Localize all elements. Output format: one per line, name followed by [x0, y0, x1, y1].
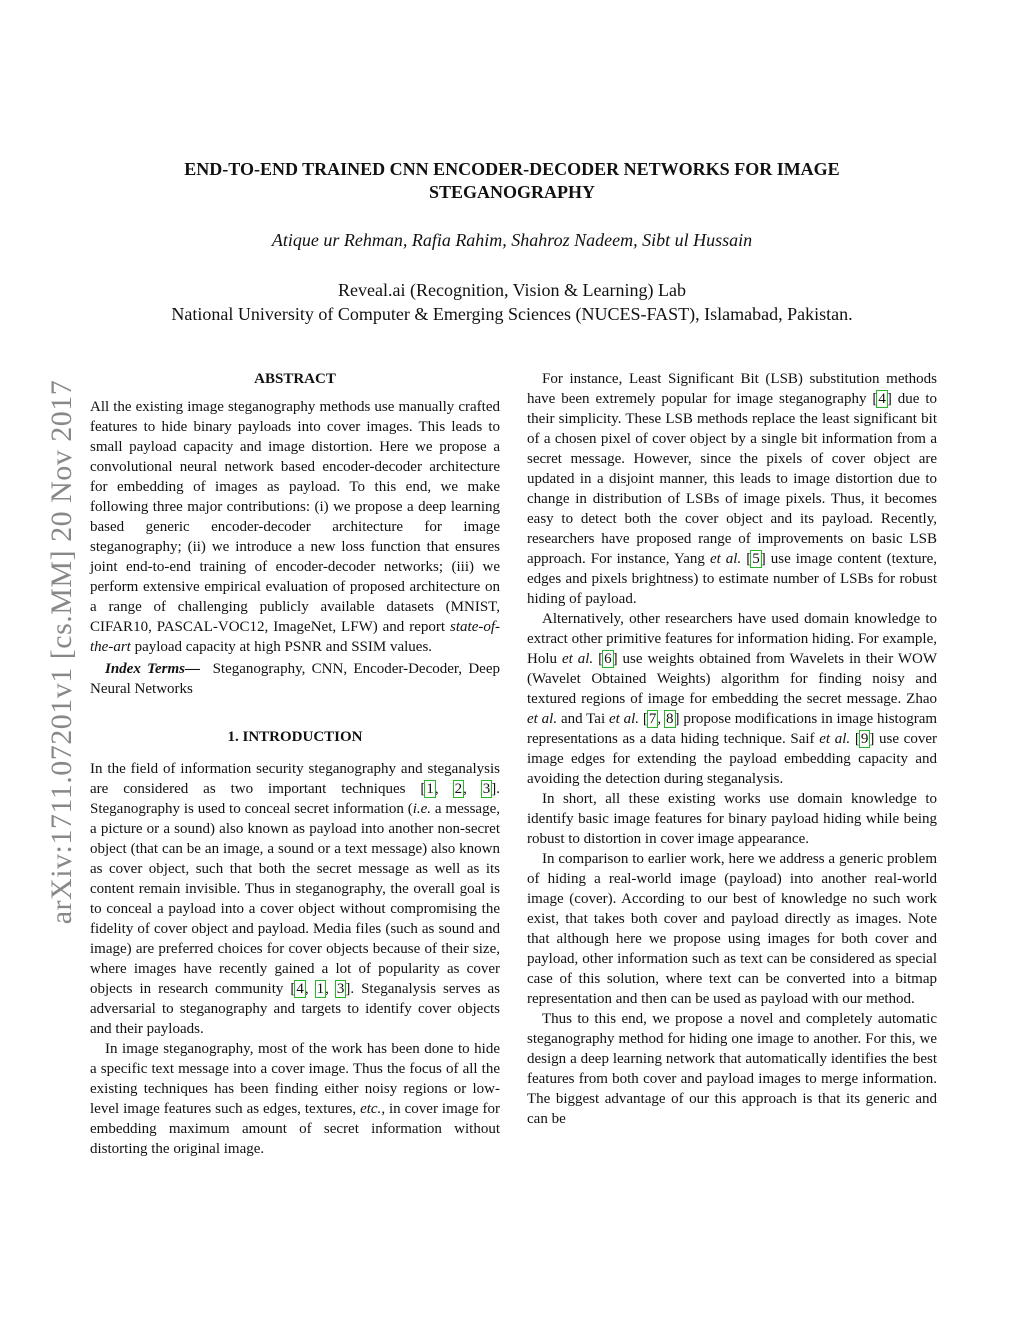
left-column	[90, 369, 500, 1159]
intro-paragraph-4: Alternatively, other researchers have used domain knowledge to extract other primitive features for information hiding. For example, Holu et al. [6] use weights obtained from Wavelets in their WOW (Wavelet Obtained Weights) algorithm for finding noisy and textured regions of image for embedding the secret message. Zhao et al. and Tai et al. [7, 8] propose modifications in image histogram representations as a data hiding technique. Saif et al. [9] use cover image edges for extending the payload embedding capacity and avoiding the detection during steganalysis.	[527, 611, 938, 787]
citation-link[interactable]: 3	[336, 981, 345, 997]
citation-link[interactable]: 7	[648, 711, 657, 727]
citation-link[interactable]: 4	[296, 981, 304, 997]
right-column	[527, 369, 937, 1129]
affiliation-line-2: National University of Computer & Emerging Sciences (NUCES-FAST), Islamabad, Pakistan.	[171, 304, 853, 324]
introduction-heading: 1. INTRODUCTION	[227, 729, 363, 745]
citation-link[interactable]: 6	[604, 651, 612, 667]
index-terms-label: Index Terms—	[105, 661, 200, 677]
arxiv-stamp: arXiv:1711.07201v1 [cs.MM] 20 Nov 2017	[45, 379, 78, 925]
citation-link[interactable]: 4	[878, 391, 886, 407]
citation-link[interactable]: 1	[316, 981, 325, 997]
index-terms: Index Terms— Steganography, CNN, Encoder-Decoder, Deep Neural Networks	[90, 661, 500, 697]
citation-link[interactable]: 1	[426, 781, 434, 797]
citation-link[interactable]: 9	[860, 731, 869, 747]
intro-paragraph-2: In image steganography, most of the work has been done to hide a specific text message into a cover image. Thus the focus of all the existing techniques has been finding either noisy regions or low-level image features such as edges, textures, etc., in cover image for embedding maximum amount of secret information without distorting the original image.	[90, 1041, 500, 1157]
intro-paragraph-1: In the field of information security steganography and steganalysis are considered as two important techniques [1, 2, 3]. Steganography is used to conceal secret information (i.e. a message, a picture or a sound) also known as payload into another non-secret object (that can be an image, a sound or a text message) also known as cover object, such that both the secret message as well as its content remain invisible. Thus in steganography, the overall goal is to conceal a payload into a cover object without compromising the fidelity of cover object and payload. Media files (such as sound and image) are preferred choices for cover objects because of their size, where images have recently gained a lot of popularity as cover objects in research community [4, 1, 3]. Steganalysis serves as adversarial to steganography and targets to identify cover objects and their payloads.	[90, 761, 501, 1037]
intro-paragraph-6: In comparison to earlier work, here we address a generic problem of hiding a real-world image (payload) into another real-world image (cover). According to our best of knowledge no such work exist, that takes both cover and payload directly as images. Note that although here we propose using images for both cover and payload, other information such as text can be considered as special case of this solution, where text can be converted into a bitmap representation and then can be used as payload with our method.	[527, 851, 937, 1007]
paper-title: END-TO-END TRAINED CNN ENCODER-DECODER NETWORKS FOR IMAGE STEGANOGRAPHY	[184, 159, 840, 202]
intro-paragraph-3: For instance, Least Significant Bit (LSB) substitution methods have been extremely popular for image steganography [4] due to their simplicity. These LSB methods replace the least significant bit of a chosen pixel of cover object by a single bit information from a secret message. However, since the pixels of cover object are updated in a disjoint manner, this leads to image distortion due to change in distribution of LSBs of image pixels. Thus, it becomes easy to detect both the cover object and its payload. Recently, researchers have proposed range of improvements on basic LSB approach. For instance, Yang et al. [5] use image content (texture, edges and pixels brightness) to estimate number of LSBs for robust hiding of payload.	[527, 371, 938, 607]
abstract-heading: ABSTRACT	[254, 371, 336, 387]
citation-link[interactable]: 3	[482, 781, 491, 797]
citation-link[interactable]: 2	[454, 781, 463, 797]
affiliation-line-1: Reveal.ai (Recognition, Vision & Learning) Lab	[338, 280, 686, 300]
intro-paragraph-7: Thus to this end, we propose a novel and completely automatic steganography method for hiding one image to another. For this, we design a deep learning network that automatically identifies the best features from both cover and payload images to merge information. The biggest advantage of our this approach is that its generic and can be	[527, 1011, 937, 1127]
citation-link[interactable]: 5	[752, 551, 760, 567]
citation-link[interactable]: 8	[666, 711, 674, 727]
affiliation	[60, 278, 964, 326]
intro-paragraph-5: In short, all these existing works use domain knowledge to identify basic image features for binary payload hiding while being robust to distortion in cover image appearance.	[527, 791, 937, 847]
abstract-body: All the existing image steganography methods use manually crafted features to hide binary payloads into cover images. This leads to small payload capacity and image distortion. Here we propose a convolutional neural network based encoder-decoder architecture for embedding of images as payload. To this end, we make following three major contributions: (i) we propose a deep learning based generic encoder-decoder architecture for image steganography; (ii) we introduce a new loss function that ensures joint end-to-end training of encoder-decoder networks; (iii) we perform extensive empirical evaluation of proposed architecture on a range of challenging publicly available datasets (MNIST, CIFAR10, PASCAL-VOC12, ImageNet, LFW) and report state-of-the-art payload capacity at high PSNR and SSIM values.	[90, 399, 501, 655]
paper-authors: Atique ur Rehman, Rafia Rahim, Shahroz Nadeem, Sibt ul Hussain	[271, 230, 753, 250]
